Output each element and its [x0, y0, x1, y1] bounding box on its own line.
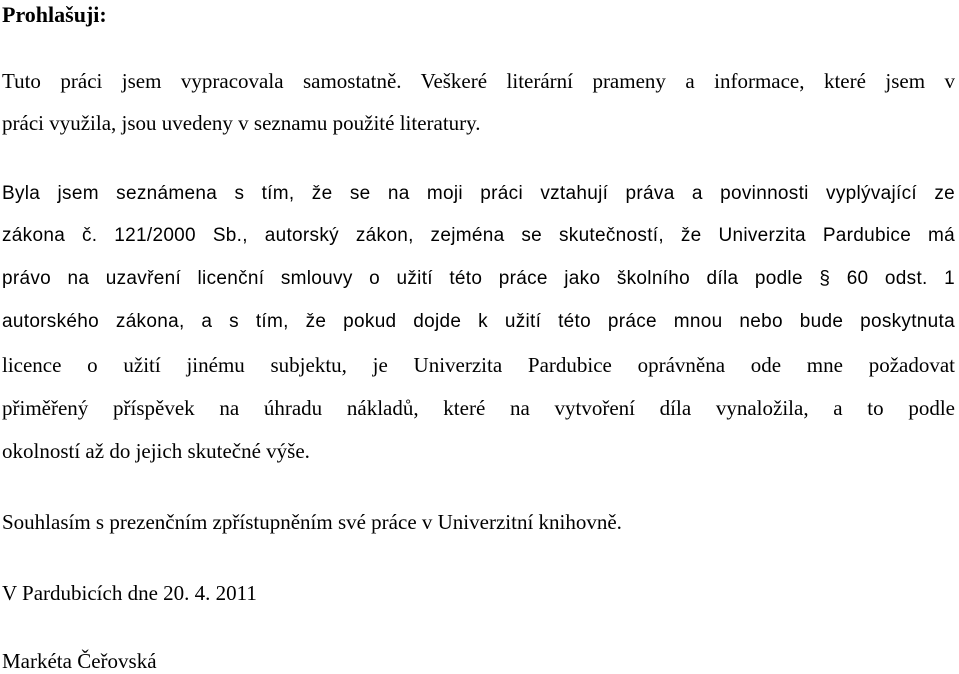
author-name: Markéta Čeřovská	[2, 649, 157, 673]
paragraph1-line-2: práci využila, jsou uvedeny v seznamu použité literatury.	[2, 111, 481, 135]
paragraph1-line-1: Tuto práci jsem vypracovala samostatně. Veškeré literární prameny a informace, které jsem v	[2, 69, 955, 93]
paragraph2-line-3: právo na uzavření licenční smlouvy o užití této práce jako školního díla podle § 60 odst. 1	[2, 268, 955, 289]
library-consent-text: Souhlasím s prezenčním zpřístupněním své práce v Univerzitní knihovně.	[2, 510, 622, 534]
declaration-heading: Prohlašuji:	[2, 2, 107, 27]
paragraph2-line-4: autorského zákona, a s tím, že pokud dojde k užití této práce mnou nebo bude poskytnuta	[2, 311, 955, 332]
place-and-date: V Pardubicích dne 20. 4. 2011	[2, 581, 257, 605]
paragraph2-line-1: Byla jsem seznámena s tím, že se na moji práci vztahují práva a povinnosti vyplývající ze	[2, 183, 955, 204]
paragraph2-line-2: zákona č. 121/2000 Sb., autorský zákon, zejména se skutečností, že Univerzita Pardubice má	[2, 225, 955, 246]
paragraph2-line-5: licence o užití jinému subjektu, je Univerzita Pardubice oprávněna ode mne požadovat	[2, 353, 955, 377]
paragraph2-line-7: okolností až do jejich skutečné výše.	[2, 439, 310, 463]
paragraph2-line-6: přiměřený příspěvek na úhradu nákladů, které na vytvoření díla vynaložila, a to podle	[2, 396, 955, 420]
